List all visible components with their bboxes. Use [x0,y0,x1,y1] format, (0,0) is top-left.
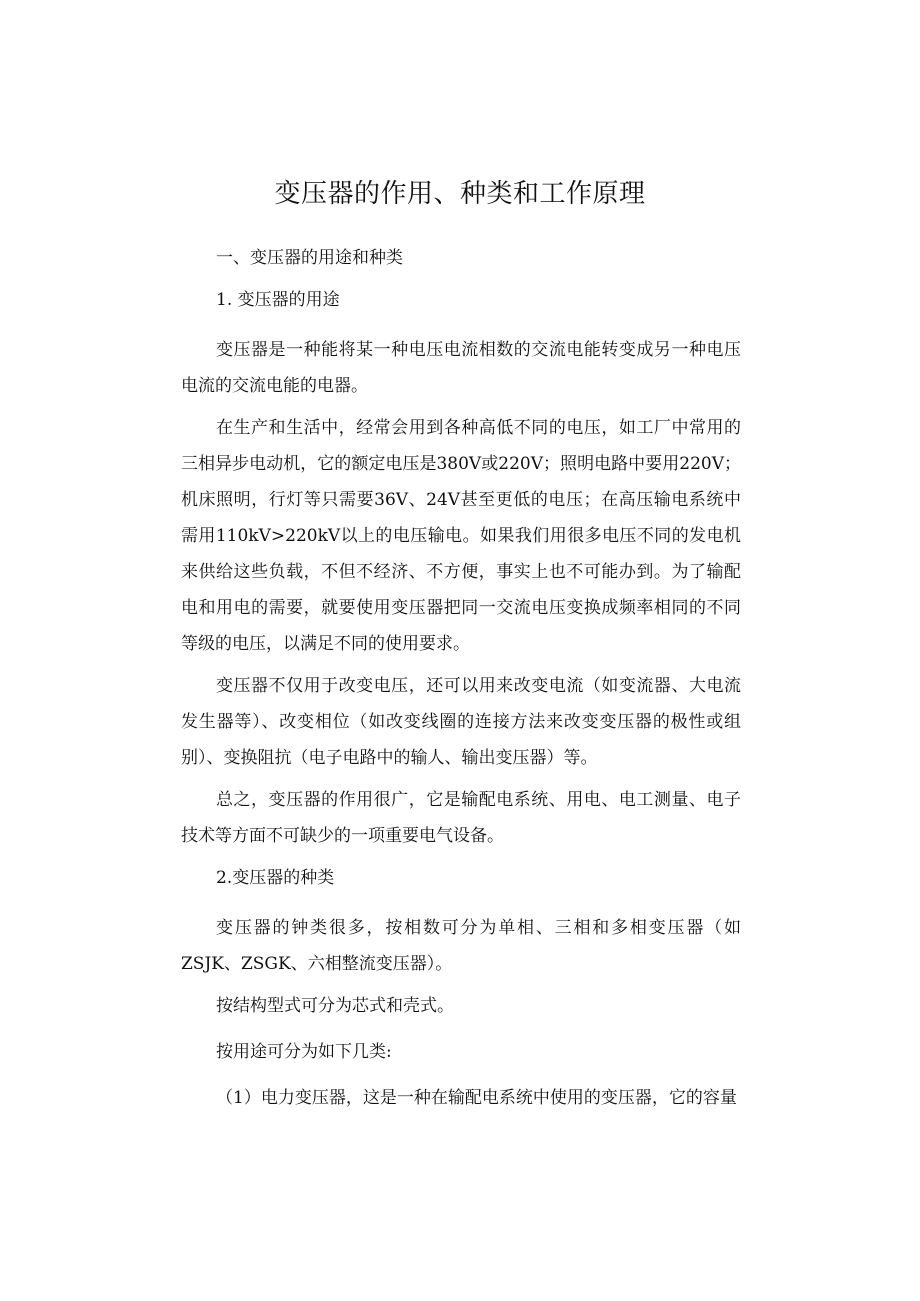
paragraph: 按结构型式可分为芯式和壳式。 [216,996,454,1016]
section-heading: 一、变压器的用途和种类 [216,248,403,268]
paragraph: 变压器的钟类很多，按相数可分为单相、三相和多相变压器（如ZSJK、ZSGK、六相整流变压器）。 [181,918,741,974]
paragraph: （1）电力变压器，这是一种在输配电系统中使用的变压器，它的容量 [216,1088,737,1108]
paragraph: 变压器是一种能将某一种电压电流相数的交流电能转变成另一种电压电流的交流电能的电器。 [181,340,741,396]
document-body [181,240,741,1116]
paragraph: 按用途可分为如下几类: [216,1042,392,1062]
subsection-heading-types: 2.变压器的种类 [216,868,335,888]
paragraph: 总之，变压器的作用很广，它是输配电系统、用电、电工测量、电子技术等方面不可缺少的一项重要电气设备。 [181,790,741,846]
subsection-heading-usage: 1. 变压器的用途 [216,290,340,310]
paragraph: 在生产和生活中，经常会用到各种高低不同的电压，如工厂中常用的三相异步电动机，它的额定电压是380V或220V；照明电路中要用220V；机床照明，行灯等只需要36V、24V甚至更低的电压；在高压输电系统中需用110kV>220kV以上的电压输电。如果我们用很多电压不同的发电机来供给这些负载，不但不经济、不方便，事实上也不可能办到。为了输配电和用电的需要，就要使用变压器把同一交流电压变换成频率相同的不同等级的电压，以满足不同的使用要求。 [181,418,741,654]
paragraph: 变压器不仅用于改变电压，还可以用来改变电流（如变流器、大电流发生器等）、改变相位（如改变线圈的连接方法来改变变压器的极性或组别）、变换阻抗（电子电路中的输人、输出变压器）等。 [181,676,741,768]
document-title: 变压器的作用、种类和工作原理 [274,179,646,209]
